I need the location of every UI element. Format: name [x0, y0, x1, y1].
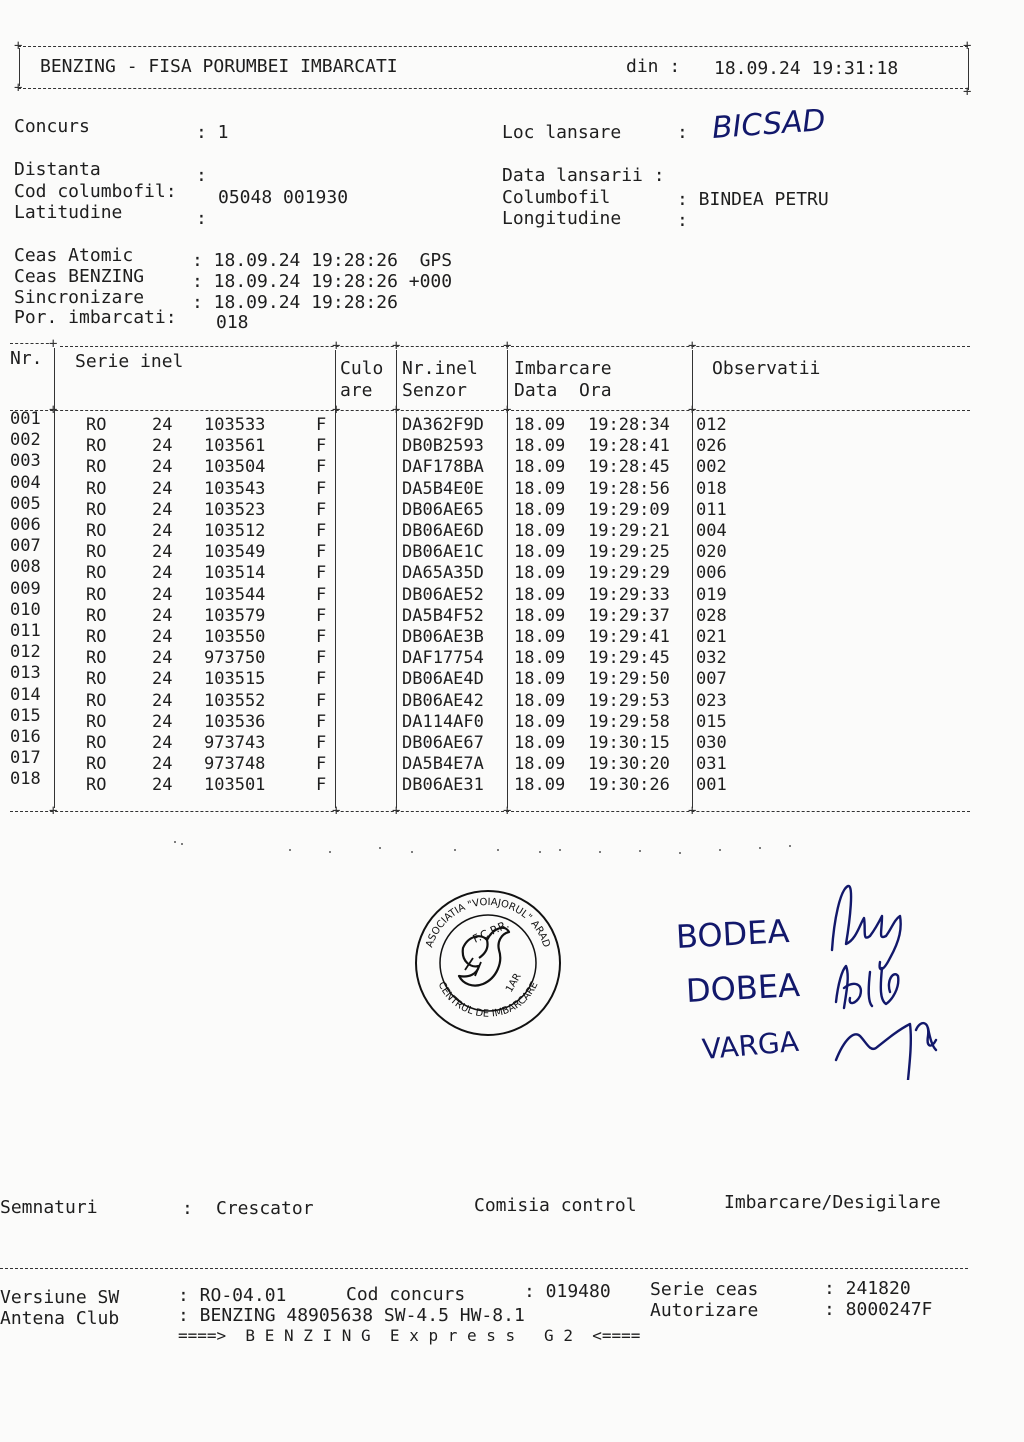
cell-country: RO: [86, 627, 107, 647]
cell-year: 24: [152, 627, 173, 647]
cell-observatii: 002: [696, 457, 727, 478]
cell-date: 18.09: [514, 754, 566, 775]
cell-country: RO: [86, 690, 107, 711]
cell-country: RO: [86, 521, 107, 541]
header-data-ora: Data Ora: [514, 380, 612, 401]
semnaturi-label: Semnaturi: [0, 1197, 98, 1218]
cell-year: 24: [152, 415, 173, 435]
cell-time: 19:28:34: [588, 415, 670, 435]
cell-time: 19:28:56: [588, 478, 670, 499]
cell-nr: 016: [10, 727, 41, 747]
cell-time: 19:30:26: [588, 775, 670, 796]
longitudine-label: Longitudine: [502, 208, 622, 229]
cell-country: RO: [86, 711, 107, 732]
benzing-banner: ====> B E N Z I N G E x p r e s s G 2 <====: [178, 1326, 641, 1345]
cell-sensor: DB06AE65: [402, 499, 484, 520]
commission-name-1: BODEA: [675, 912, 791, 956]
cell-year: 24: [152, 754, 173, 775]
cell-date: 18.09: [514, 711, 566, 732]
header-observatii: Observatii: [712, 358, 821, 379]
autorizare-value: : 8000247F: [824, 1299, 933, 1320]
cell-sex: F: [316, 415, 327, 435]
cell-date: 18.09: [514, 775, 566, 796]
svg-text:F.C.P.R.: F.C.P.R.: [470, 917, 512, 946]
loc-lansare-handwritten: BICSAD: [710, 103, 827, 146]
cell-nr: 006: [10, 515, 41, 535]
cell-nr: 007: [10, 536, 41, 557]
cell-year: 24: [152, 457, 173, 478]
cell-sensor: DAF178BA: [402, 457, 484, 478]
cell-date: 18.09: [514, 436, 566, 457]
cell-ring: 103550: [204, 627, 266, 647]
cell-sensor: DB0B2593: [402, 436, 484, 457]
concurs-value: : 1: [196, 122, 229, 143]
cell-sensor: DA114AF0: [402, 711, 484, 732]
cell-observatii: 023: [696, 690, 727, 711]
longitudine-colon: :: [677, 210, 688, 231]
cell-observatii: 021: [696, 627, 727, 647]
sincronizare-label: Sincronizare: [14, 287, 145, 308]
cell-nr: 001: [10, 409, 41, 429]
cell-year: 24: [152, 584, 173, 605]
cell-year: 24: [152, 733, 173, 753]
cell-date: 18.09: [514, 648, 566, 669]
cell-ring: 103501: [204, 775, 266, 796]
distanta-label: Distanta: [14, 159, 101, 180]
cell-time: 19:29:45: [588, 648, 670, 669]
cell-sensor: DB06AE42: [402, 690, 484, 711]
cell-ring: 103561: [204, 436, 266, 457]
cell-year: 24: [152, 605, 173, 626]
ceas-benzing-value: : 18.09.24 19:28:26 +000: [192, 271, 453, 292]
concurs-label: Concurs: [14, 116, 90, 137]
cell-observatii: 032: [696, 648, 727, 669]
cell-sex: F: [316, 457, 327, 478]
latitudine-label: Latitudine: [14, 202, 123, 223]
cell-time: 19:29:37: [588, 605, 670, 626]
cell-year: 24: [152, 499, 173, 520]
cell-nr: 002: [10, 430, 41, 451]
cell-nr: 003: [10, 451, 41, 472]
ceas-benzing-label: Ceas BENZING: [14, 266, 145, 287]
imbarcare-desigilare-label: Imbarcare/Desigilare: [724, 1192, 941, 1213]
cell-sensor: DA65A35D: [402, 563, 484, 584]
columbofil-label: Columbofil: [502, 187, 611, 208]
commission-name-2: DOBEA: [685, 966, 801, 1010]
cell-sensor: DB06AE4D: [402, 669, 484, 690]
cell-observatii: 007: [696, 669, 727, 690]
cell-time: 19:29:09: [588, 499, 670, 520]
header-serie-inel: Serie inel: [75, 351, 184, 372]
columbofil-value: : BINDEA PETRU: [677, 189, 829, 210]
loc-lansare-colon: :: [677, 122, 688, 143]
cell-country: RO: [86, 775, 107, 796]
cell-ring: 103515: [204, 669, 266, 690]
ceas-atomic-label: Ceas Atomic: [14, 245, 134, 266]
cell-nr: 015: [10, 705, 41, 726]
cell-time: 19:28:45: [588, 457, 670, 478]
cell-year: 24: [152, 648, 173, 669]
cell-year: 24: [152, 436, 173, 457]
versiune-label: Versiune SW: [0, 1287, 120, 1308]
cell-ring: 103514: [204, 563, 266, 584]
cell-year: 24: [152, 690, 173, 711]
cell-time: 19:29:50: [588, 669, 670, 690]
cell-year: 24: [152, 478, 173, 499]
svg-text:1AR: 1AR: [504, 971, 524, 995]
cell-sensor: DB06AE52: [402, 584, 484, 605]
header-imbarcare: Imbarcare: [514, 358, 612, 379]
cell-ring: 973743: [204, 733, 266, 753]
cell-ring: 973750: [204, 648, 266, 669]
cell-sex: F: [316, 499, 327, 520]
cell-country: RO: [86, 733, 107, 753]
cell-country: RO: [86, 457, 107, 478]
cell-date: 18.09: [514, 690, 566, 711]
cell-date: 18.09: [514, 563, 566, 584]
cell-time: 19:29:29: [588, 563, 670, 584]
loc-lansare-label: Loc lansare: [502, 122, 622, 143]
cell-sex: F: [316, 584, 327, 605]
semnaturi-colon: :: [182, 1198, 193, 1219]
cell-nr: 009: [10, 578, 41, 599]
cell-sensor: DB06AE3B: [402, 627, 484, 647]
commission-name-3: VARGA: [700, 1024, 801, 1067]
versiune-value: : RO-04.01: [178, 1285, 287, 1306]
cell-year: 24: [152, 542, 173, 563]
cell-date: 18.09: [514, 415, 566, 435]
cell-date: 18.09: [514, 627, 566, 647]
header-nr: Nr.: [10, 348, 43, 369]
cell-nr: 018: [10, 769, 41, 790]
cell-sex: F: [316, 542, 327, 563]
cell-sex: F: [316, 754, 327, 775]
din-label: din :: [626, 56, 681, 77]
cell-ring: 973748: [204, 754, 266, 775]
cell-nr: 004: [10, 472, 41, 493]
cell-nr: 010: [10, 599, 41, 620]
cell-sex: F: [316, 669, 327, 690]
porumbei-imbarcati-label: Por. imbarcati:: [14, 307, 177, 328]
header-culoare-top: Culo: [340, 358, 384, 379]
header-culoare-bottom: are: [340, 380, 373, 401]
cell-sex: F: [316, 733, 327, 753]
latitudine-colon: :: [196, 208, 207, 229]
cell-observatii: 018: [696, 478, 727, 499]
stamp-bottom-text: CENTRUL DE IMBARCARE: [435, 980, 541, 1020]
cell-sensor: DB06AE67: [402, 733, 484, 753]
cell-ring: 103533: [204, 415, 266, 435]
cell-sensor: DA5B4F52: [402, 605, 484, 626]
cell-sensor: DB06AE31: [402, 775, 484, 796]
cell-date: 18.09: [514, 499, 566, 520]
cell-country: RO: [86, 563, 107, 584]
cell-ring: 103552: [204, 690, 266, 711]
cell-nr: 008: [10, 557, 41, 578]
cell-observatii: 001: [696, 775, 727, 796]
cod-columbofil-value: 05048 001930: [218, 187, 349, 208]
cell-sex: F: [316, 648, 327, 669]
cell-nr: 017: [10, 748, 41, 769]
cell-sex: F: [316, 605, 327, 626]
cell-observatii: 019: [696, 584, 727, 605]
antena-value: : BENZING 48905638 SW-4.5 HW-8.1: [178, 1305, 525, 1326]
sincronizare-value: : 18.09.24 19:28:26: [192, 292, 398, 313]
cell-country: RO: [86, 605, 107, 626]
cell-ring: 103544: [204, 584, 266, 605]
cell-sensor: DB06AE6D: [402, 521, 484, 541]
cell-observatii: 028: [696, 605, 727, 626]
cell-country: RO: [86, 542, 107, 563]
cell-date: 18.09: [514, 478, 566, 499]
autorizare-label: Autorizare: [650, 1300, 759, 1321]
commission-signatures: [820, 880, 1000, 1080]
cell-ring: 103504: [204, 457, 266, 478]
cell-country: RO: [86, 415, 107, 435]
data-lansarii-label: Data lansarii :: [502, 165, 665, 186]
cell-observatii: 012: [696, 415, 727, 435]
cell-sex: F: [316, 436, 327, 457]
din-value: 18.09.24 19:31:18: [714, 58, 899, 79]
cod-columbofil-label: Cod columbofil:: [14, 181, 177, 202]
cell-time: 19:30:15: [588, 733, 670, 753]
serie-ceas-label: Serie ceas: [650, 1279, 759, 1300]
cell-time: 19:29:21: [588, 521, 670, 541]
cell-date: 18.09: [514, 584, 566, 605]
cell-ring: 103579: [204, 605, 266, 626]
cod-concurs-label: Cod concurs: [346, 1284, 466, 1305]
cell-country: RO: [86, 584, 107, 605]
report-title: BENZING - FISA PORUMBEI IMBARCATI: [40, 56, 398, 77]
cell-date: 18.09: [514, 521, 566, 541]
cell-sex: F: [316, 690, 327, 711]
header-senzor: Senzor: [402, 380, 468, 401]
cell-ring: 103512: [204, 521, 266, 541]
cell-ring: 103523: [204, 499, 266, 520]
cell-observatii: 015: [696, 711, 727, 732]
cell-sensor: DA362F9D: [402, 415, 484, 435]
cell-sex: F: [316, 478, 327, 499]
cell-nr: 011: [10, 621, 41, 641]
cell-nr: 013: [10, 663, 41, 684]
comisia-control-label: Comisia control: [474, 1195, 637, 1216]
cell-country: RO: [86, 648, 107, 669]
cell-nr: 012: [10, 642, 41, 663]
ceas-atomic-value: : 18.09.24 19:28:26 GPS: [192, 250, 453, 271]
cell-time: 19:29:25: [588, 542, 670, 563]
cell-sensor: DAF17754: [402, 648, 484, 669]
stamp-top-text: ASOCIATIA "VOIAJORUL" ARAD: [424, 896, 552, 949]
cell-sex: F: [316, 563, 327, 584]
header-nr-inel: Nr.inel: [402, 358, 478, 379]
antena-label: Antena Club: [0, 1308, 120, 1329]
cell-country: RO: [86, 499, 107, 520]
cell-sensor: DB06AE1C: [402, 542, 484, 563]
cell-sensor: DA5B4E0E: [402, 478, 484, 499]
cell-year: 24: [152, 775, 173, 796]
cell-observatii: 011: [696, 499, 727, 520]
cell-observatii: 020: [696, 542, 727, 563]
crescator-label: Crescator: [216, 1198, 314, 1219]
cell-date: 18.09: [514, 457, 566, 478]
cod-concurs-value: : 019480: [524, 1281, 611, 1302]
cell-time: 19:28:41: [588, 436, 670, 457]
cell-date: 18.09: [514, 605, 566, 626]
cell-nr: 014: [10, 684, 41, 705]
cell-observatii: 030: [696, 733, 727, 753]
pigeon-icon: [459, 928, 509, 986]
cell-sex: F: [316, 711, 327, 732]
cell-country: RO: [86, 669, 107, 690]
cell-date: 18.09: [514, 669, 566, 690]
cell-time: 19:30:20: [588, 754, 670, 775]
cell-sex: F: [316, 775, 327, 796]
cell-sex: F: [316, 521, 327, 541]
cell-year: 24: [152, 563, 173, 584]
cell-country: RO: [86, 754, 107, 775]
cell-observatii: 031: [696, 754, 727, 775]
cell-year: 24: [152, 669, 173, 690]
cell-time: 19:29:41: [588, 627, 670, 647]
cell-observatii: 004: [696, 521, 727, 541]
cell-ring: 103536: [204, 711, 266, 732]
cell-date: 18.09: [514, 542, 566, 563]
cell-country: RO: [86, 436, 107, 457]
cell-observatii: 006: [696, 563, 727, 584]
cell-ring: 103543: [204, 478, 266, 499]
cell-time: 19:29:58: [588, 711, 670, 732]
cell-ring: 103549: [204, 542, 266, 563]
cell-country: RO: [86, 478, 107, 499]
cell-time: 19:29:53: [588, 690, 670, 711]
cell-year: 24: [152, 521, 173, 541]
serie-ceas-value: : 241820: [824, 1278, 911, 1299]
distanta-colon: :: [196, 165, 207, 186]
cell-time: 19:29:33: [588, 584, 670, 605]
cell-year: 24: [152, 711, 173, 732]
club-stamp: [413, 888, 563, 1038]
porumbei-imbarcati-value: 018: [216, 312, 249, 333]
cell-sensor: DA5B4E7A: [402, 754, 484, 775]
cell-observatii: 026: [696, 436, 727, 457]
cell-date: 18.09: [514, 733, 566, 753]
cell-sex: F: [316, 627, 327, 647]
cell-nr: 005: [10, 493, 41, 514]
